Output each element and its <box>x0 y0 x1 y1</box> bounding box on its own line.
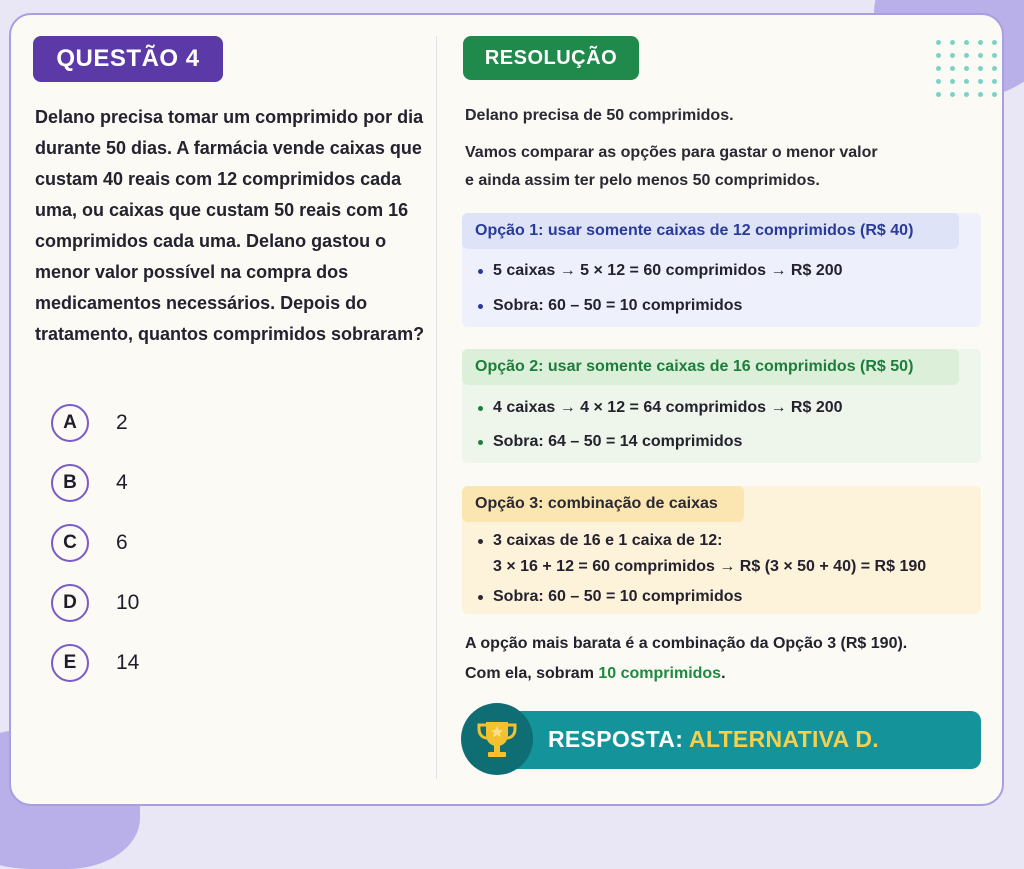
conclusion-line-2 <box>465 659 907 689</box>
option-value: 2 <box>116 411 128 434</box>
answer-option-d[interactable] <box>51 584 139 622</box>
option-2-title: Opção 2: usar somente caixas de 16 comprimidos (R$ 50) <box>462 349 959 385</box>
answer-option-e[interactable] <box>51 644 139 682</box>
answer-option-b[interactable] <box>51 464 128 502</box>
answer-value: ALTERNATIVA D. <box>689 726 879 752</box>
resolution-intro-3: e ainda assim ter pelo menos 50 comprimidos. <box>465 172 820 189</box>
question-badge: QUESTÃO 4 <box>33 36 223 82</box>
question-text: Delano precisa tomar um comprimido por dia durante 50 dias. A farmácia vende caixas que custam 40 reais com 12 comprimidos cada uma, ou caixas que custam 50 reais com 16 comprimidos cada uma. Delano gastou o menor valor possível na compra dos medicamentos necessários. Depois do tratamento, quantos comprimidos sobraram? <box>35 107 425 344</box>
option-value: 6 <box>116 531 128 554</box>
option-letter: B <box>51 464 89 502</box>
option-value: 10 <box>116 591 140 614</box>
option-letter: C <box>51 524 89 562</box>
answer-label: RESPOSTA: <box>548 726 684 752</box>
answer-option-a[interactable] <box>51 404 128 442</box>
option-value: 14 <box>116 651 140 674</box>
resolution-intro-1: Delano precisa de 50 comprimidos. <box>465 107 734 124</box>
option-3-box <box>462 486 981 614</box>
option-value: 4 <box>116 471 128 494</box>
conclusion-line-1: A opção mais barata é a combinação da Opção 3 (R$ 190). <box>465 635 908 652</box>
answer-option-c[interactable] <box>51 524 128 562</box>
option-3-line-1 <box>478 528 926 580</box>
resolution-intro-2: Vamos comparar as opções para gastar o menor valor <box>465 144 878 161</box>
option-3-line-1a: 3 caixas de 16 e 1 caixa de 12: <box>493 532 723 549</box>
option-1-line-1: 5 caixas → 5 × 12 = 60 comprimidos → R$ 200 <box>478 258 843 284</box>
conclusion-highlight: 10 comprimidos <box>598 665 722 682</box>
option-1-line-2: Sobra: 60 – 50 = 10 comprimidos <box>478 293 843 319</box>
option-2-box <box>462 349 981 463</box>
answer-text <box>548 726 879 753</box>
conclusion <box>465 629 907 689</box>
option-letter: A <box>51 404 89 442</box>
resolution-badge: RESOLUÇÃO <box>463 36 639 80</box>
option-3-line-2: Sobra: 60 – 50 = 10 comprimidos <box>478 584 926 610</box>
option-2-line-2: Sobra: 64 – 50 = 14 comprimidos <box>478 429 843 455</box>
trophy-icon <box>474 716 520 762</box>
option-2-line-1: 4 caixas → 4 × 12 = 64 comprimidos → R$ 200 <box>478 395 843 421</box>
conclusion-post: . <box>721 665 726 682</box>
decorative-dots <box>936 40 998 97</box>
conclusion-pre: Com ela, sobram <box>465 665 599 682</box>
column-divider <box>436 36 437 779</box>
option-1-box <box>462 213 981 327</box>
option-1-title: Opção 1: usar somente caixas de 12 comprimidos (R$ 40) <box>462 213 959 249</box>
option-letter: D <box>51 584 89 622</box>
option-letter: E <box>51 644 89 682</box>
option-3-title: Opção 3: combinação de caixas <box>462 486 744 522</box>
option-3-line-1b: 3 × 16 + 12 = 60 comprimidos → R$ (3 × 50 + 40) = R$ 190 <box>493 558 927 575</box>
trophy-icon-container <box>461 703 533 775</box>
